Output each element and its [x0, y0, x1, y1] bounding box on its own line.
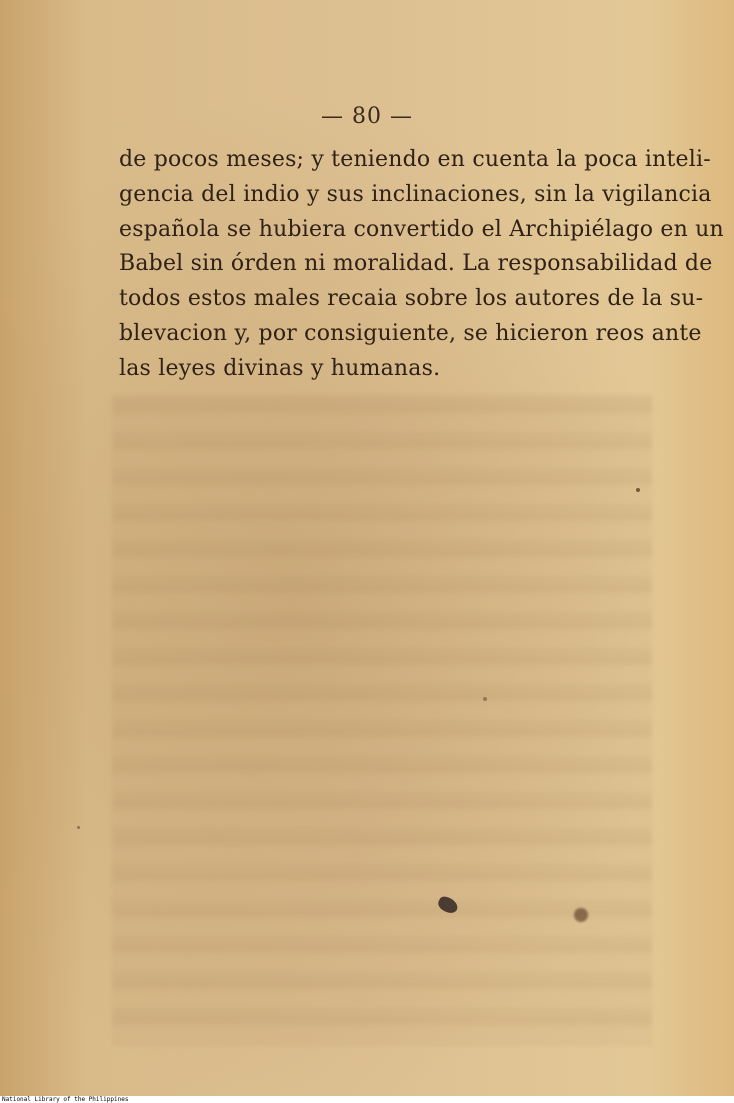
ink-speck: [483, 697, 487, 701]
text-line-3: española se hubiera convertido el Archipiélago en un: [119, 216, 724, 242]
text-line-6: blevacion y, por consiguiente, se hicieron reos ante: [119, 320, 702, 346]
page-number: — 80 —: [321, 104, 413, 129]
bleed-through-text: [112, 395, 652, 1045]
text-line-5: todos estos males recaia sobre los autores de la su-: [119, 286, 704, 312]
text-line-2: gencia del indio y sus inclinaciones, sin la vigilancia: [119, 181, 712, 207]
scan-credit: National Library of the Philippines: [0, 1096, 734, 1103]
text-line-1: de pocos meses; y teniendo en cuenta la poca inteli-: [119, 147, 711, 172]
body-text: [119, 143, 724, 387]
text-line-4: Babel sin órden ni moralidad. La responsabilidad de: [119, 251, 713, 277]
ink-speck: [77, 826, 80, 829]
ink-speck: [574, 908, 588, 922]
ink-speck: [636, 488, 640, 492]
text-line-7: las leyes divinas y humanas.: [119, 355, 441, 381]
